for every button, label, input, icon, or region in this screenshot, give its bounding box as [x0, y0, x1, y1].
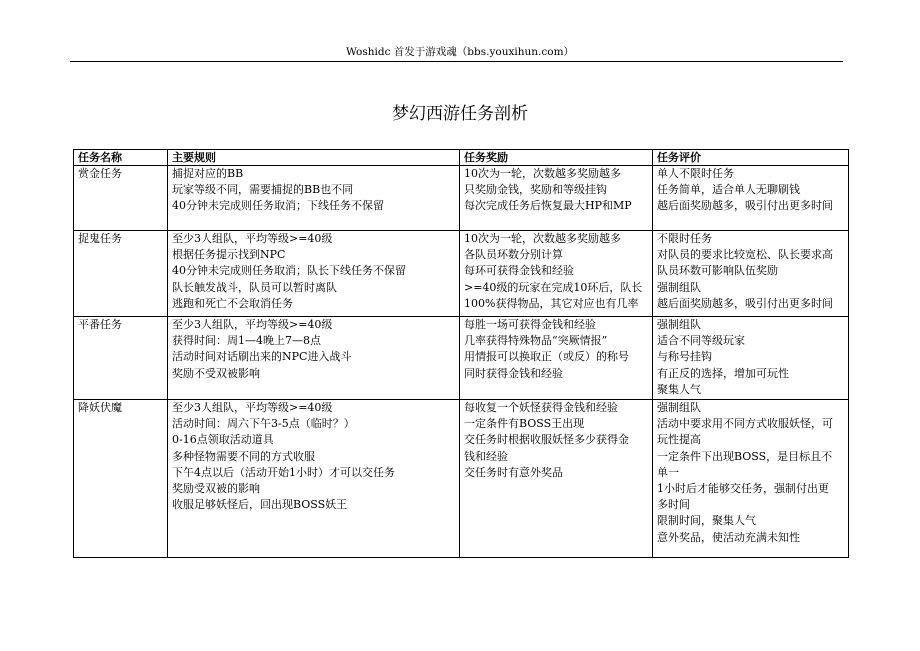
reward-line: 用情报可以换取正（或反）的称号: [464, 350, 629, 364]
rule-line: 奖励受双被的影响: [172, 482, 260, 496]
reward-line: 10次为一轮，次数越多奖励越多: [464, 167, 621, 180]
rules-cell: [168, 231, 460, 317]
task-name-cell: 平番任务: [74, 317, 168, 400]
evaluation-line: 限制时间，聚集人气: [657, 514, 756, 528]
evaluation-line: 任务简单，适合单人无聊刷钱: [657, 183, 800, 197]
rule-line: 根据任务提示找到NPC: [172, 248, 286, 262]
evaluation-line: 强制组队: [657, 280, 701, 294]
evaluation-line: 有正反的选择，增加可玩性: [657, 366, 789, 380]
reward-line: 同时获得金钱和经验: [464, 366, 563, 380]
rule-line: 活动时间：周六下午3-5点（临时？）: [172, 417, 355, 431]
table-header-row: [74, 150, 849, 166]
reward-line: 每次完成任务后恢复最大HP和MP: [464, 199, 632, 213]
evaluation-line: 强制组队: [657, 318, 701, 331]
reward-line: 几率获得特殊物品“突厥情报”: [464, 334, 608, 348]
evaluation-line: 聚集人气: [657, 382, 701, 396]
task-name-cell: 捉鬼任务: [74, 231, 168, 317]
rule-line: 40分钟未完成则任务取消；下线任务不保留: [172, 199, 384, 213]
rule-line: 下午4点以后（活动开始1小时）才可以交任务: [172, 465, 395, 479]
rule-line: 捕捉对应的BB: [172, 167, 244, 180]
reward-line: 只奖励金钱，奖励和等级挂钩: [464, 183, 607, 197]
rewards-cell: [460, 317, 653, 400]
evaluation-line: 活动中要求用不同方式收服妖怪，可: [657, 417, 833, 431]
reward-line: 每收复一个妖怪获得金钱和经验: [464, 401, 618, 414]
rule-line: 多种怪物需要不同的方式收服: [172, 449, 315, 463]
column-header-evaluation: 任务评价: [653, 150, 849, 166]
evaluation-line: 适合不同等级玩家: [657, 334, 745, 348]
evaluation-line: 强制组队: [657, 401, 701, 414]
reward-line: >=40级的玩家在完成10环后，队长: [464, 280, 643, 294]
reward-line: 每胜一场可获得金钱和经验: [464, 318, 596, 331]
header-divider: [70, 61, 843, 62]
rule-line: 获得时间：周1—4晚上7—8点: [172, 334, 321, 348]
evaluation-line: 单人不限时任务: [657, 167, 734, 180]
evaluation-cell: [653, 231, 849, 317]
evaluation-cell: [653, 400, 849, 558]
evaluation-line: 不限时任务: [657, 232, 712, 245]
rule-line: 至少3人组队，平均等级>=40级: [172, 401, 333, 414]
evaluation-line: 单一: [657, 465, 679, 479]
table-row: [74, 400, 849, 558]
evaluation-line: 越后面奖励越多，吸引付出更多时间: [657, 296, 833, 310]
reward-line: 一定条件有BOSS王出现: [464, 417, 585, 431]
reward-line: 各队员环数分别计算: [464, 248, 563, 262]
rule-line: 活动时间对话刷出来的NPC进入战斗: [172, 350, 352, 364]
evaluation-line: 1小时后才能够交任务，强制付出更: [657, 482, 829, 496]
evaluation-cell: [653, 166, 849, 231]
reward-line: 交任务时根据收服妖怪多少获得金: [464, 433, 629, 447]
column-header-name: 任务名称: [74, 150, 168, 166]
rule-line: 40分钟未完成则任务取消；队长下线任务不保留: [172, 264, 406, 278]
reward-line: 交任务时有意外奖品: [464, 465, 563, 479]
rule-line: 0-16点领取活动道具: [172, 433, 274, 447]
reward-line: 10次为一轮，次数越多奖励越多: [464, 232, 621, 245]
column-header-rewards: 任务奖励: [460, 150, 653, 166]
rewards-cell: [460, 166, 653, 231]
evaluation-line: 意外奖品，使活动充满未知性: [657, 530, 800, 544]
evaluation-line: 队员环数可影响队伍奖励: [657, 264, 778, 278]
evaluation-cell: [653, 317, 849, 400]
source-header: Woshidc 首发于游戏魂（bbs.youxihun.com）: [345, 46, 575, 58]
task-name-cell: 赏金任务: [74, 166, 168, 231]
evaluation-line: 越后面奖励越多，吸引付出更多时间: [657, 199, 833, 213]
table-row: [74, 166, 849, 231]
table-row: [74, 317, 849, 400]
rules-cell: [168, 317, 460, 400]
rule-line: 至少3人组队，平均等级>=40级: [172, 232, 333, 245]
reward-line: 钱和经验: [464, 449, 508, 463]
rule-line: 奖励不受双被影响: [172, 366, 260, 380]
reward-line: 每环可获得金钱和经验: [464, 264, 574, 278]
rule-line: 玩家等级不同，需要捕捉的BB也不同: [172, 183, 354, 197]
evaluation-line: 与称号挂钩: [657, 350, 712, 364]
rewards-cell: [460, 231, 653, 317]
rule-line: 收服足够妖怪后，回出现BOSS妖王: [172, 498, 348, 512]
table-row: [74, 231, 849, 317]
evaluation-line: 玩性提高: [657, 433, 701, 447]
rule-line: 逃跑和死亡不会取消任务: [172, 296, 293, 310]
task-name-cell: 降妖伏魔: [74, 400, 168, 558]
rule-line: 队长触发战斗，队员可以暂时离队: [172, 280, 337, 294]
rules-cell: [168, 400, 460, 558]
reward-line: 100%获得物品，其它对应也有几率: [464, 296, 639, 310]
rule-line: 至少3人组队，平均等级>=40级: [172, 318, 333, 331]
task-table: [73, 149, 849, 558]
column-header-rules: 主要规则: [168, 150, 460, 166]
rules-cell: [168, 166, 460, 231]
evaluation-line: 多时间: [657, 498, 690, 512]
evaluation-line: 一定条件下出现BOSS，是目标且不: [657, 449, 833, 463]
evaluation-line: 对队员的要求比较宽松、队长要求高: [657, 248, 833, 262]
page-title: 梦幻西游任务剖析: [392, 104, 528, 124]
rewards-cell: [460, 400, 653, 558]
